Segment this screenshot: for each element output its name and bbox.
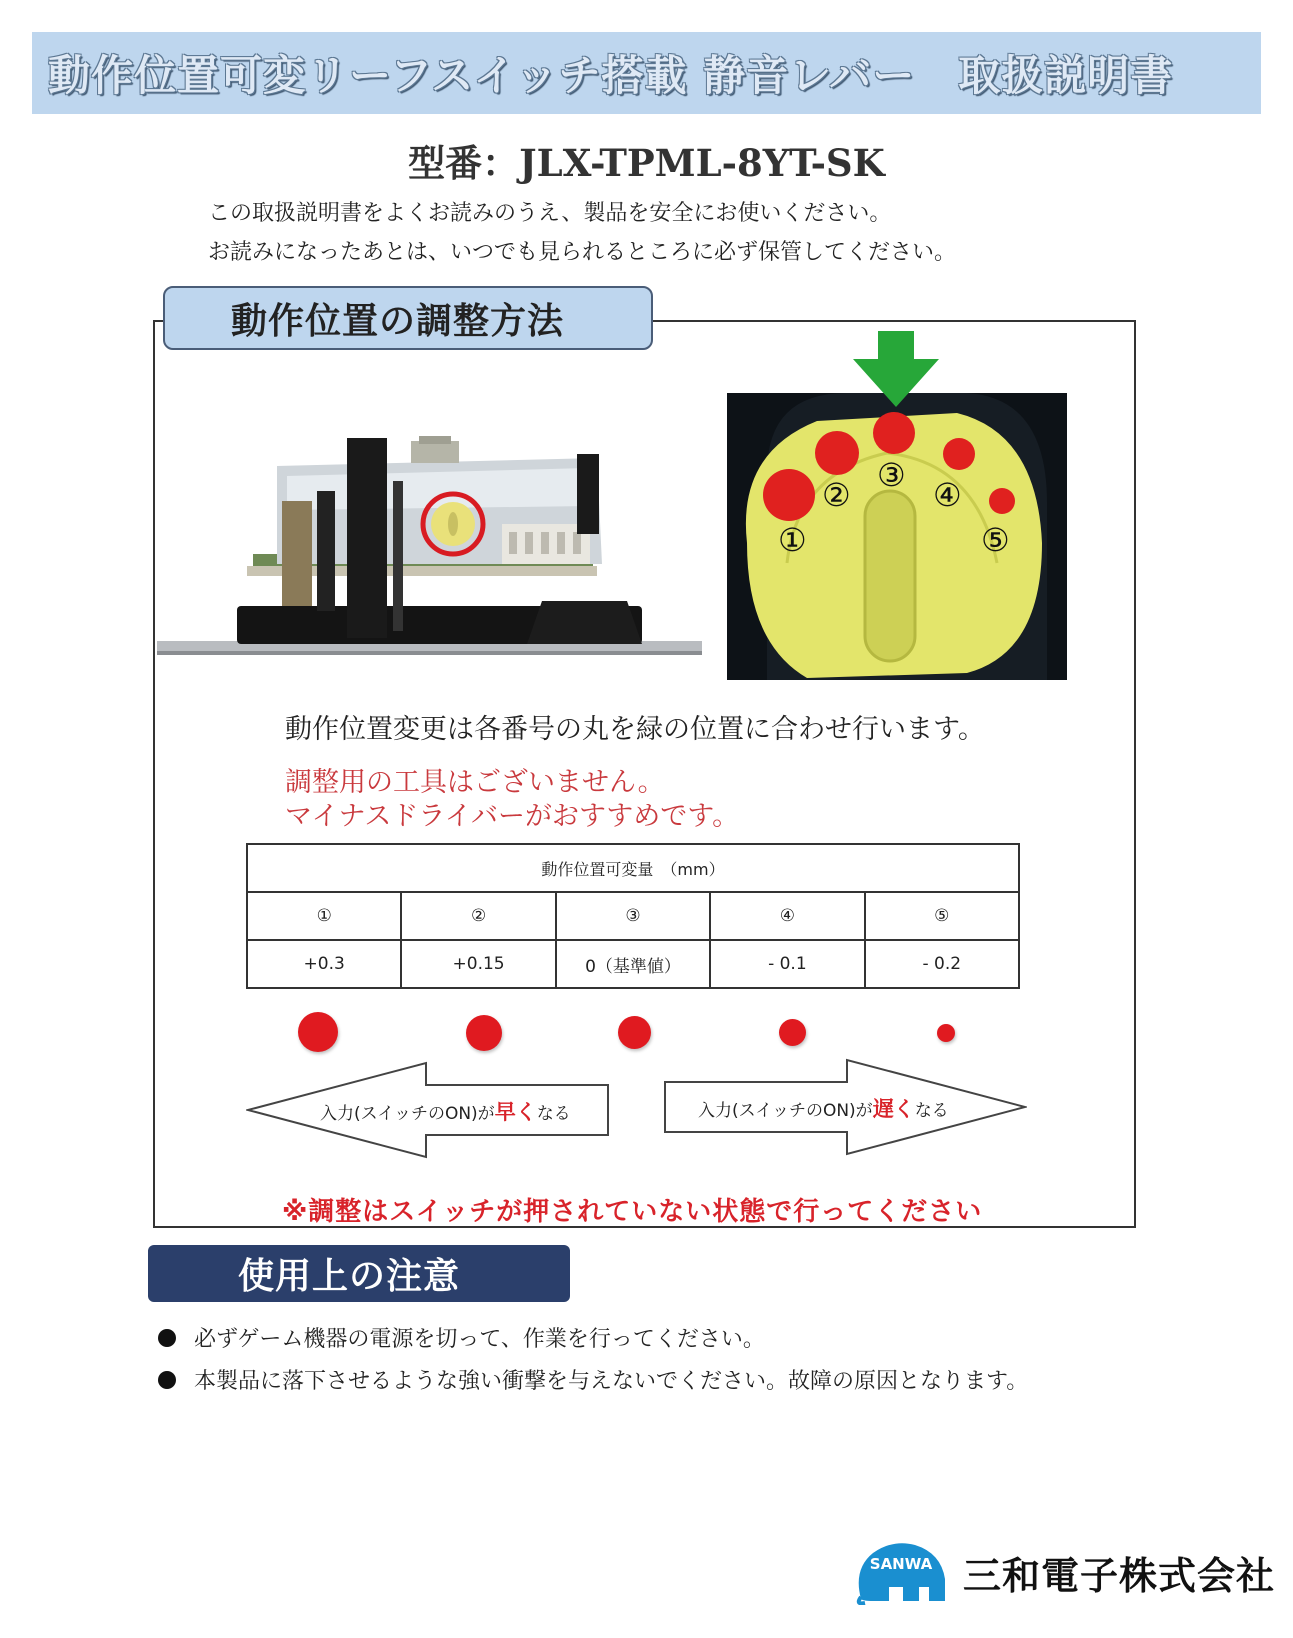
adjuster-dial-photo [727, 393, 1067, 680]
caution-text-2: 本製品に落下させるような強い衝撃を与えないでください。故障の原因となります。 [194, 1369, 1029, 1394]
table-cell-position-5: ⑤ [865, 892, 1019, 940]
arrow-left-suffix: なる [536, 1104, 571, 1124]
caution-section-tab [148, 1245, 570, 1302]
dial-label-4: ④ [933, 476, 962, 514]
tool-note-line-2: マイナスドライバーがおすすめです。 [285, 801, 740, 832]
lever-side-photo [157, 436, 723, 661]
arrow-right-prefix: 入力(スイッチのON)が [698, 1101, 873, 1121]
dial-label-5: ⑤ [981, 521, 1010, 559]
arrow-left-label [320, 1096, 571, 1126]
table-cell-position-2: ② [401, 892, 555, 940]
title-banner [32, 32, 1261, 114]
adjustment-warning: ※調整はスイッチが押されていない状態で行ってください [282, 1197, 983, 1227]
dial-label-1: ① [778, 521, 807, 559]
dial-label-3: ③ [877, 456, 906, 494]
table-header-row [247, 844, 1019, 892]
intro-line-1: この取扱説明書をよくお読みのうえ、製品を安全にお使いください。 [208, 201, 892, 226]
caution-item-2 [158, 1364, 1028, 1395]
table-header: 動作位置可変量 （mm） [247, 844, 1019, 892]
size-dot-1 [298, 1012, 338, 1052]
arrow-left-emphasis: 早く [494, 1100, 537, 1124]
table-cell-position-4: ④ [710, 892, 864, 940]
caution-section-title: 使用上の注意 [238, 1256, 461, 1297]
company-name: 三和電子株式会社 [963, 1554, 1276, 1598]
table-cell-position-1: ① [247, 892, 401, 940]
size-dot-5 [937, 1024, 955, 1042]
adjustment-section-title: 動作位置の調整方法 [231, 300, 565, 342]
bullet-icon [158, 1371, 176, 1389]
size-dot-2 [466, 1015, 502, 1051]
arrow-left-prefix: 入力(スイッチのON)が [320, 1104, 495, 1124]
table-cell-value-5: - 0.2 [865, 940, 1019, 988]
bullet-icon [158, 1329, 176, 1347]
caution-item-1 [158, 1322, 765, 1353]
table-row-values [247, 940, 1019, 988]
size-dot-4 [779, 1019, 806, 1046]
table-cell-position-3: ③ [556, 892, 710, 940]
tool-note-line-1: 調整用の工具はございません。 [285, 767, 665, 798]
table-cell-value-2: +0.15 [401, 940, 555, 988]
adjustment-instruction: 動作位置変更は各番号の丸を緑の位置に合わせ行います。 [285, 714, 985, 745]
dial-label-2: ② [822, 476, 851, 514]
arrow-right-emphasis: 遅く [872, 1097, 915, 1121]
position-shift-table [246, 843, 1020, 989]
arrow-right-label [698, 1093, 949, 1123]
caution-text-1: 必ずゲーム機器の電源を切って、作業を行ってください。 [194, 1327, 765, 1352]
table-row-positions [247, 892, 1019, 940]
intro-line-2: お読みになったあとは、いつでも見られるところに必ず保管してください。 [208, 240, 957, 265]
sanwa-elephant-logo-icon [853, 1539, 948, 1605]
arrow-right-suffix: なる [914, 1101, 949, 1121]
adjustment-section-tab [163, 286, 653, 350]
table-cell-value-4: - 0.1 [710, 940, 864, 988]
logo-text: SANWA [869, 1555, 933, 1573]
table-cell-value-1: +0.3 [247, 940, 401, 988]
size-dot-3 [618, 1016, 651, 1049]
table-cell-value-3: 0（基準値） [556, 940, 710, 988]
green-indicator-arrow-icon [853, 331, 939, 407]
model-number: 型番：JLX-TPML-8YT-SK [408, 141, 885, 185]
document-title: 動作位置可変リーフスイッチ搭載 静音レバー 取扱説明書 [48, 51, 1174, 100]
